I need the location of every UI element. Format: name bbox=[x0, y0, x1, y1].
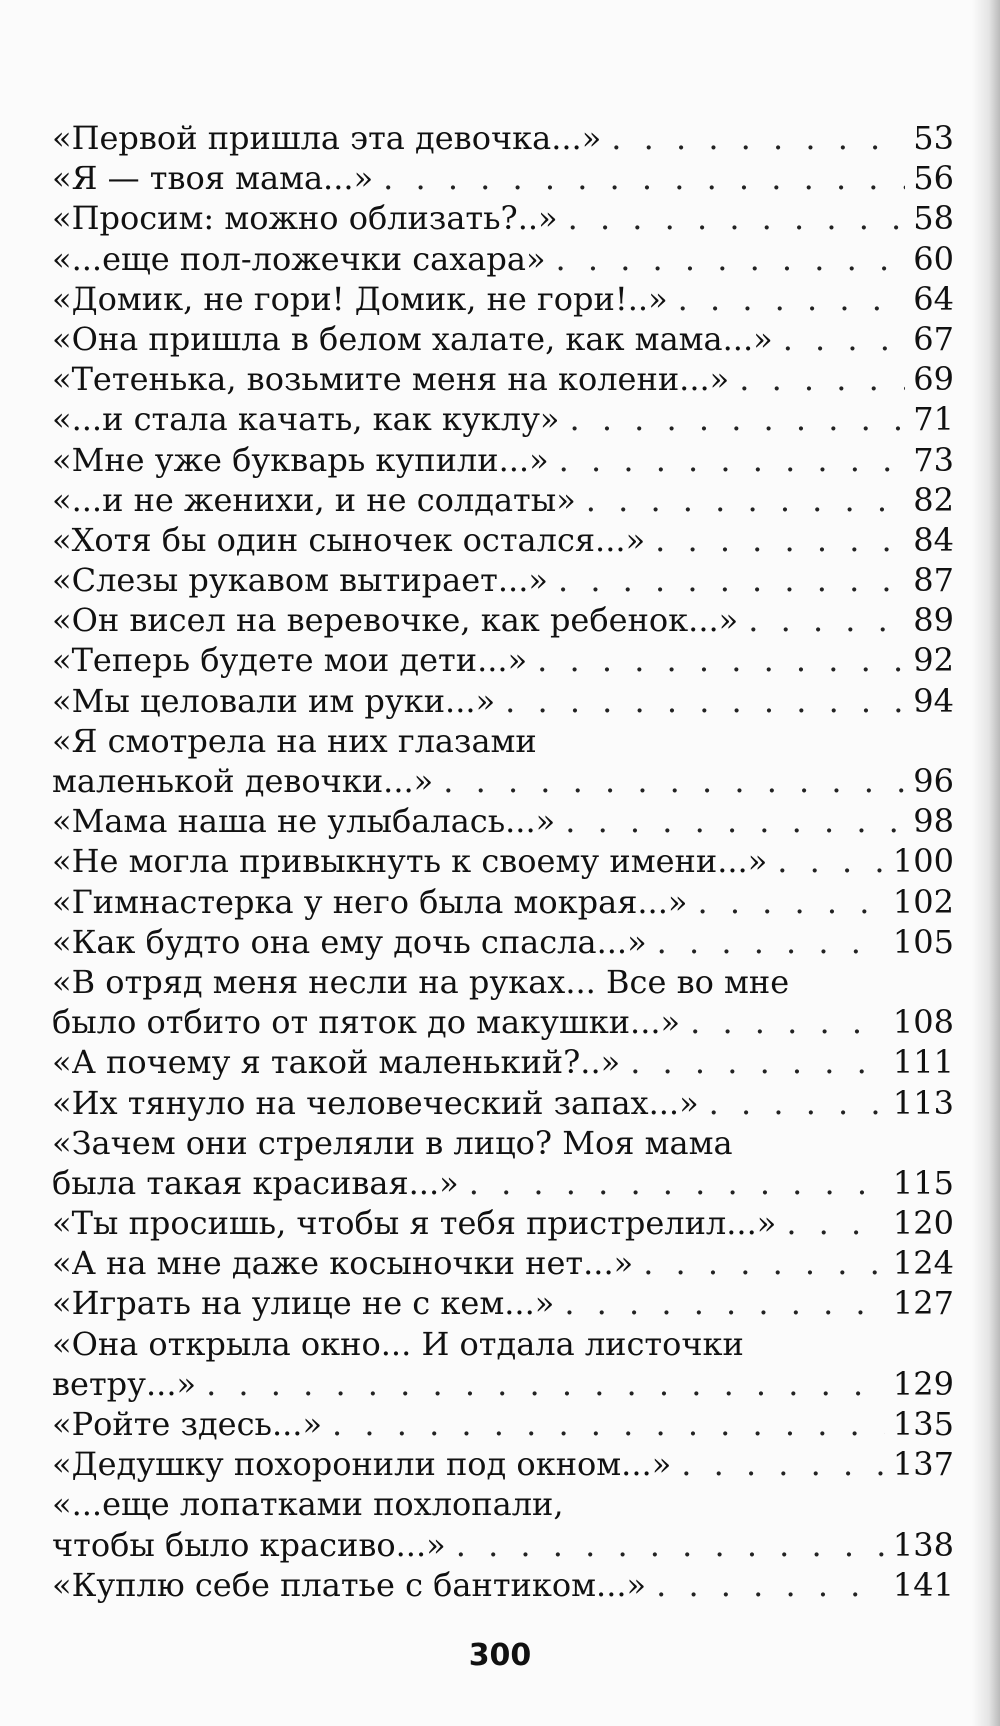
toc-entry-title: «Я — твоя мама...» bbox=[52, 159, 374, 198]
toc-entry-title-line: «...еще лопатками похлопали, bbox=[52, 1485, 564, 1524]
toc-entry-title: «Куплю себе платье с бантиком...» bbox=[52, 1565, 647, 1604]
toc-entry-title: «Она пришла в белом халате, как мама...» bbox=[52, 319, 773, 358]
toc-entry-page-number: 124 bbox=[892, 1244, 954, 1283]
toc-entry-page-number: 92 bbox=[913, 641, 954, 680]
toc-entry bbox=[52, 1123, 954, 1203]
dot-leader bbox=[697, 882, 884, 922]
toc-entry-page-number: 87 bbox=[913, 561, 954, 600]
toc-entry bbox=[52, 198, 954, 238]
toc-entry-title: «Слезы рукавом вытирает...» bbox=[52, 561, 548, 600]
toc-entry-page-number: 113 bbox=[892, 1083, 954, 1122]
toc-entry bbox=[52, 1484, 954, 1564]
toc-entry-title: «Ройте здесь...» bbox=[52, 1405, 323, 1443]
toc-entry-row bbox=[52, 1364, 954, 1404]
toc-entry-page-number: 69 bbox=[913, 360, 954, 399]
toc-entry bbox=[52, 1404, 954, 1444]
toc-entry-page-number: 141 bbox=[892, 1565, 954, 1604]
toc-entry-row bbox=[52, 922, 954, 962]
toc-entry-title: было отбито от пяток до макушки...» bbox=[52, 1003, 681, 1042]
toc-entry-row bbox=[52, 600, 954, 640]
dot-leader bbox=[537, 640, 905, 680]
toc-entry-row bbox=[52, 1002, 954, 1042]
toc-entry-page-number: 127 bbox=[892, 1284, 954, 1323]
toc-entry-row bbox=[52, 520, 954, 560]
toc-entry-title: чтобы было красиво...» bbox=[52, 1525, 446, 1564]
dot-leader bbox=[332, 1404, 885, 1444]
toc-entry-page-number: 94 bbox=[913, 681, 954, 720]
toc-entry bbox=[52, 440, 954, 480]
toc-entry bbox=[52, 239, 954, 279]
dot-leader bbox=[586, 480, 906, 520]
toc-entry-row bbox=[52, 198, 954, 238]
dot-leader bbox=[206, 1364, 885, 1404]
toc-entry-title-line: «Зачем они стреляли в лицо? Моя мама bbox=[52, 1123, 733, 1162]
toc-entry-page-number: 137 bbox=[892, 1445, 954, 1484]
toc-entry-page-number: 100 bbox=[892, 842, 954, 881]
toc-entry-row bbox=[52, 118, 954, 158]
dot-leader bbox=[611, 118, 905, 158]
toc-entry-row bbox=[52, 399, 954, 439]
dot-leader bbox=[556, 239, 906, 279]
toc-entry bbox=[52, 681, 954, 721]
toc-entry-title: «Мне уже букварь купили...» bbox=[52, 440, 549, 479]
toc-entry-page-number: 96 bbox=[913, 762, 954, 800]
toc-entry-row bbox=[52, 1163, 954, 1203]
toc-entry-title: «Не могла привыкнуть к своему имени...» bbox=[52, 842, 768, 881]
dot-leader bbox=[469, 1163, 885, 1203]
toc-entry-row bbox=[52, 1283, 954, 1323]
toc-entry-title: «Хотя бы один сыночек остался...» bbox=[52, 520, 646, 559]
dot-leader bbox=[656, 1565, 885, 1605]
toc-entry-title-line: «Я смотрела на них глазами bbox=[52, 721, 537, 760]
toc-entry-title: «Домик, не гори! Домик, не гори!..» bbox=[52, 279, 668, 318]
toc-entry-title: «Он висел на веревочке, как ребенок...» bbox=[52, 601, 739, 640]
toc-entry-row bbox=[52, 1565, 954, 1605]
dot-leader bbox=[709, 1083, 885, 1123]
toc-entry-page-number: 120 bbox=[892, 1204, 954, 1243]
toc-entry-page-number: 67 bbox=[913, 319, 954, 358]
toc-entry-title: была такая красивая...» bbox=[52, 1163, 459, 1202]
toc-entry-row bbox=[52, 1203, 954, 1243]
dot-leader bbox=[657, 922, 885, 962]
toc-entry bbox=[52, 359, 954, 399]
toc-entry-title: «Просим: можно облизать?..» bbox=[52, 199, 558, 238]
toc-entry-page-number: 111 bbox=[892, 1043, 954, 1082]
dot-leader bbox=[383, 158, 905, 198]
toc-entry bbox=[52, 640, 954, 680]
toc-entry bbox=[52, 882, 954, 922]
toc-entry-title: «А почему я такой маленький?..» bbox=[52, 1043, 621, 1082]
page-number: 300 bbox=[468, 1638, 532, 1673]
toc-entry-page-number: 135 bbox=[892, 1405, 954, 1443]
toc-entry-title: «Мама наша не улыбалась...» bbox=[52, 802, 556, 841]
toc-entry-title: «Их тянуло на человеческий запах...» bbox=[52, 1083, 699, 1122]
toc-entry bbox=[52, 319, 954, 359]
dot-leader bbox=[630, 1042, 885, 1082]
toc-entry-page-number: 82 bbox=[913, 480, 954, 519]
toc-entry-row bbox=[52, 560, 954, 600]
dot-leader bbox=[681, 1444, 885, 1484]
toc-entry-row bbox=[52, 1083, 954, 1123]
dot-leader bbox=[558, 560, 905, 600]
dot-leader bbox=[568, 198, 906, 238]
toc-entry-page-number: 73 bbox=[913, 440, 954, 479]
toc-entry bbox=[52, 480, 954, 520]
toc-entry-title: ветру...» bbox=[52, 1364, 197, 1403]
toc-entry-title-line: «В отряд меня несли на руках... Все во мне bbox=[52, 962, 790, 1001]
dot-leader bbox=[456, 1525, 885, 1565]
toc-entry bbox=[52, 1283, 954, 1323]
toc-entry bbox=[52, 962, 954, 1042]
dot-leader bbox=[678, 279, 906, 319]
toc-entry-title-line: «Она открыла окно... И отдала листочки bbox=[52, 1324, 744, 1363]
toc-entry bbox=[52, 1203, 954, 1243]
toc-entry-row bbox=[52, 801, 954, 841]
toc-entry-title: «...еще пол-ложечки сахара» bbox=[52, 239, 546, 278]
toc-entry-page-number: 138 bbox=[892, 1525, 954, 1564]
page-edge-shadow bbox=[972, 0, 1000, 1726]
toc-entry-row bbox=[52, 882, 954, 922]
toc-entry-row bbox=[52, 841, 954, 881]
toc-entry bbox=[52, 1083, 954, 1123]
toc-entry-title: «Как будто она ему дочь спасла...» bbox=[52, 922, 647, 961]
toc-entry-page-number: 89 bbox=[913, 601, 954, 640]
toc-entry bbox=[52, 1444, 954, 1484]
toc-entry bbox=[52, 560, 954, 600]
toc-entry-page-number: 105 bbox=[892, 922, 954, 961]
toc-entry bbox=[52, 158, 954, 198]
toc-entry-page-number: 102 bbox=[892, 882, 954, 921]
toc-entry-title: «Первой пришла эта девочка...» bbox=[52, 119, 602, 157]
toc-entry-row bbox=[52, 1444, 954, 1484]
dot-leader bbox=[748, 600, 905, 640]
dot-leader bbox=[655, 520, 905, 560]
dot-leader bbox=[690, 1002, 885, 1042]
toc-entry-row bbox=[52, 319, 954, 359]
toc-entry-row bbox=[52, 1404, 954, 1444]
toc-entry-row bbox=[52, 239, 954, 279]
toc-entry-row bbox=[52, 359, 954, 399]
toc-entry bbox=[52, 801, 954, 841]
toc-entry bbox=[52, 520, 954, 560]
dot-leader bbox=[777, 841, 885, 881]
toc-entry bbox=[52, 1324, 954, 1404]
toc-entry-row bbox=[52, 440, 954, 480]
toc-entry-page-number: 64 bbox=[913, 279, 954, 318]
toc-entry-page-number: 56 bbox=[913, 159, 954, 198]
toc-entry-title: «...и стала качать, как куклу» bbox=[52, 400, 560, 439]
toc-entry-page-number: 71 bbox=[913, 400, 954, 439]
toc-entry-row bbox=[52, 158, 954, 198]
dot-leader bbox=[505, 681, 905, 721]
dot-leader bbox=[559, 440, 906, 480]
toc-entry bbox=[52, 279, 954, 319]
toc-entry bbox=[52, 118, 954, 158]
toc-entry bbox=[52, 922, 954, 962]
dot-leader bbox=[443, 761, 905, 801]
toc-entry bbox=[52, 1565, 954, 1605]
toc-entry-title: «Ты просишь, чтобы я тебя пристрелил...» bbox=[52, 1204, 777, 1243]
toc-entry-page-number: 53 bbox=[913, 119, 954, 157]
toc-entry-title: «Мы целовали им руки...» bbox=[52, 681, 496, 720]
toc-entry-title: «Играть на улице не с кем...» bbox=[52, 1284, 555, 1323]
toc-entry-row bbox=[52, 480, 954, 520]
toc-entry-page-number: 60 bbox=[913, 239, 954, 278]
toc-entry-title: маленькой девочки...» bbox=[52, 762, 434, 800]
toc-entry-title: «Теперь будете мои дети...» bbox=[52, 641, 528, 680]
toc-entry-page-number: 129 bbox=[892, 1364, 954, 1403]
toc-entry-title: «Тетенька, возьмите меня на колени...» bbox=[52, 360, 730, 399]
toc-entry bbox=[52, 399, 954, 439]
toc-entry-row bbox=[52, 279, 954, 319]
toc-entry bbox=[52, 841, 954, 881]
toc-entry-page-number: 115 bbox=[892, 1163, 954, 1202]
toc-entry-title: «Гимнастерка у него была мокрая...» bbox=[52, 882, 688, 921]
toc-entry-row bbox=[52, 640, 954, 680]
dot-leader bbox=[643, 1243, 885, 1283]
toc-entry-row bbox=[52, 1042, 954, 1082]
toc-entry-row bbox=[52, 681, 954, 721]
table-of-contents bbox=[52, 118, 954, 1605]
dot-leader bbox=[564, 1283, 885, 1323]
toc-entry-page-number: 84 bbox=[913, 520, 954, 559]
toc-entry-row bbox=[52, 1525, 954, 1565]
toc-entry-title: «А на мне даже косыночки нет...» bbox=[52, 1244, 634, 1283]
dot-leader bbox=[786, 1203, 885, 1243]
dot-leader bbox=[739, 359, 905, 399]
dot-leader bbox=[569, 399, 905, 439]
dot-leader bbox=[783, 319, 906, 359]
toc-entry-page-number: 108 bbox=[892, 1003, 954, 1042]
toc-entry-title: «Дедушку похоронили под окном...» bbox=[52, 1445, 672, 1484]
toc-entry bbox=[52, 721, 954, 801]
toc-entry-title: «...и не женихи, и не солдаты» bbox=[52, 480, 576, 519]
toc-entry-row bbox=[52, 761, 954, 801]
dot-leader bbox=[565, 801, 905, 841]
toc-entry bbox=[52, 1243, 954, 1283]
toc-entry bbox=[52, 1042, 954, 1082]
toc-entry-page-number: 58 bbox=[913, 199, 954, 238]
toc-entry bbox=[52, 600, 954, 640]
toc-entry-page-number: 98 bbox=[913, 802, 954, 841]
toc-entry-row bbox=[52, 1243, 954, 1283]
